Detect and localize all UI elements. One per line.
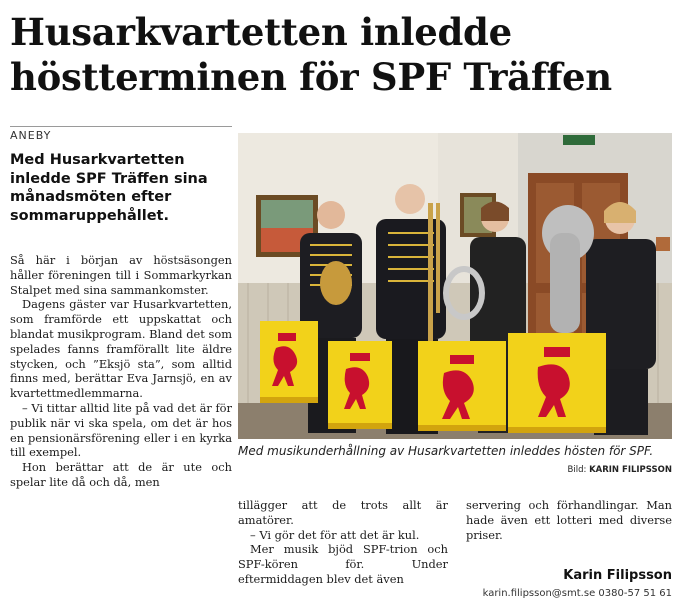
- body-paragraph: Hon berättar att de är ute och spelar lite då och då, men: [10, 460, 232, 489]
- location-tag: ANEBY: [10, 129, 52, 142]
- body-paragraph: Dagens gäster var Husarkvartetten, som framförde ett uppskattat och blandat musikprogram. Bland det som spelades fanns framförallt lite äldre stycken, och ”Eksjö sta”, som alltid finns med, berättar Eva Jarnsjö, en av kvartettmedlemmarna.: [10, 297, 232, 401]
- photo-image: [238, 133, 672, 439]
- body-column-1: [10, 253, 232, 490]
- headline: Husarkvartetten inledde höstterminen för SPF Träffen: [10, 10, 612, 99]
- body-paragraph: servering och förhandlingar. Man hade även ett lotteri med diverse priser.: [466, 498, 672, 542]
- body-column-3: [466, 498, 672, 542]
- body-paragraph: – Vi gör det för att det är kul.: [250, 527, 420, 542]
- photo-credit-label: Bild:: [567, 465, 587, 475]
- article-photo: [238, 133, 672, 439]
- body-paragraph: Så här i början av höstsäsongen håller föreningen till i Sommarkyrkan Stalpet med sina sammankomster.: [10, 253, 232, 297]
- section-divider: [10, 126, 232, 127]
- byline-email: karin.filipsson@smt.se 0380-57 51 61: [482, 588, 672, 599]
- photo-caption: Med musikunderhållning av Husarkvartetten inleddes hösten för SPF.: [238, 444, 654, 458]
- body-paragraph: Mer musik bjöd SPF-trion och SPF-kören för. Under eftermiddagen blev det även: [238, 542, 448, 586]
- body-paragraph: tillägger att de trots allt är amatörer.: [238, 498, 448, 527]
- body-paragraph: – Vi tittar alltid lite på vad det är för publik när vi ska spela, om det är hos en pensionärsförening eller i en kyrka till exempel.: [10, 400, 232, 460]
- article-ingress: Med Husarkvartetten inledde SPF Träffen sina månadsmöten efter sommaruppehållet.: [10, 152, 208, 224]
- photo-credit: [568, 465, 672, 475]
- byline-author: Karin Filipsson: [563, 568, 672, 583]
- body-column-2: [238, 498, 448, 587]
- photo-credit-name: KARIN FILIPSSON: [589, 465, 672, 475]
